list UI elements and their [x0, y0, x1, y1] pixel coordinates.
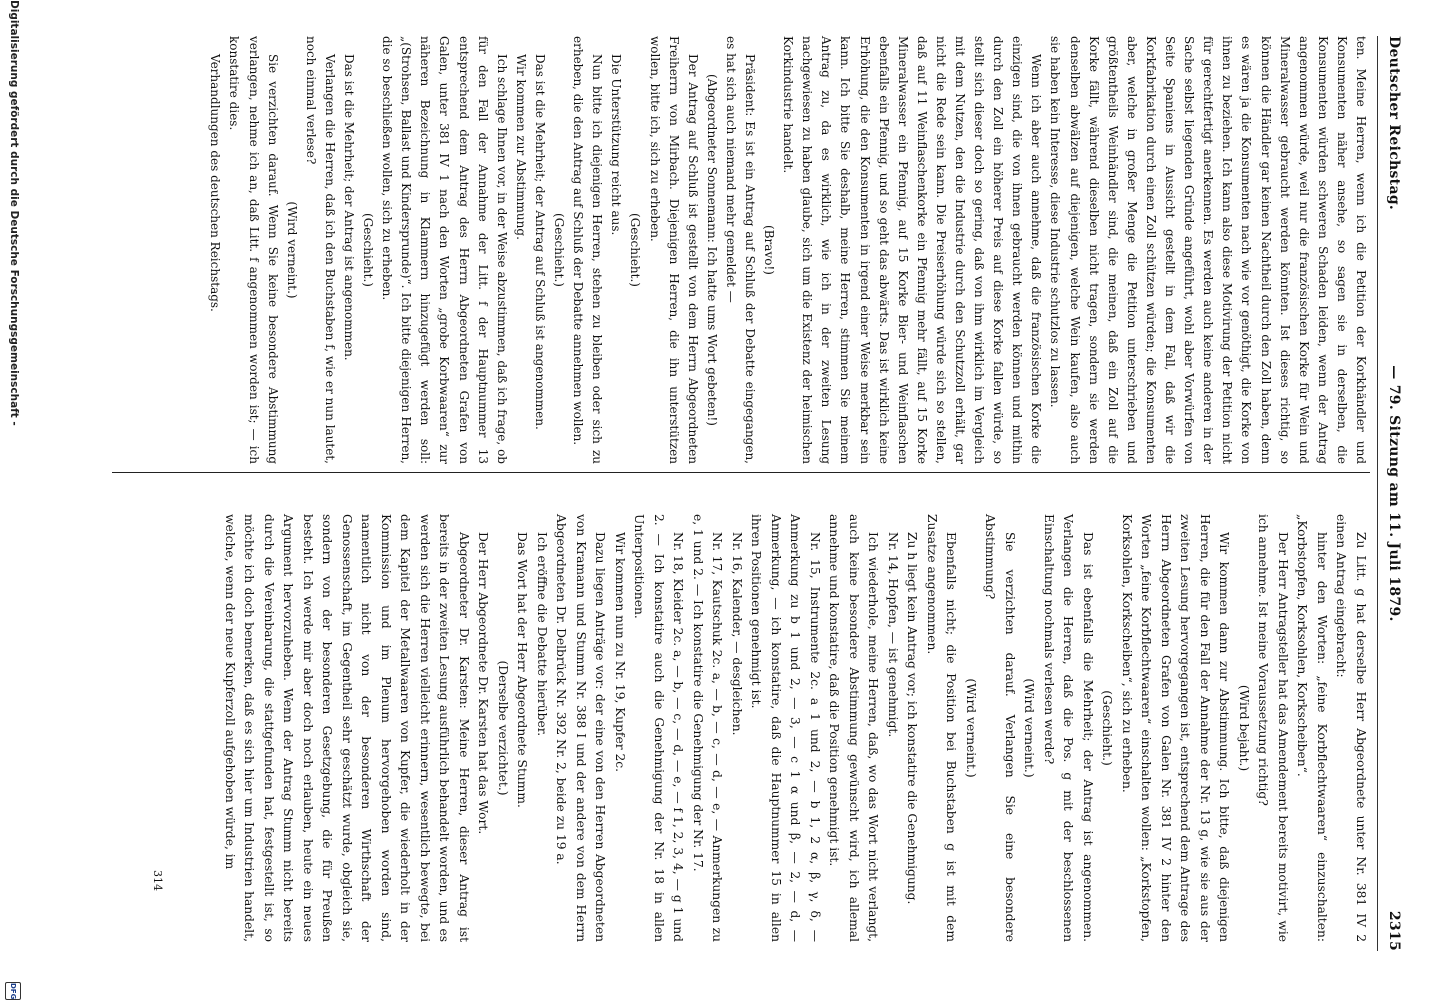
paragraph: Sie verzichten darauf. Verlangen Sie eine besondere Abstimmung? — [983, 514, 1017, 942]
paragraph: Abgeordneter Dr. Karsten: Meine Herren, dieser Antrag ist bereits in der zweiten Lesung ausführlich behandelt worden, und es werden sich die Herren vielleicht erinnern, wesentlich bewegte, bei dem Kapitel der Metallwaaren von Kupfer, die wiederholt in der Kommission und im Plenum hervorgehoben worden sind, namentlich nicht von der besonderen Wirthschaft der Genossenschaft, im Gegentheil sehr geschätzt wurde, obgleich sie, sondern von der besonderen Gesetzgebung, die für Preußen besteht. Ich werde mir aber doch noch erlauben, heute ein neues Argument hervorzuheben. Wenn der Antrag Stumm nicht bereits durch die Vereinbarung, die stattgefunden hat, festgestellt ist, so möchte ich doch bemerken, daß es sich hier um Industrien handelt, welche, wenn der neue Kupferzoll aufgehoben würde, im — [223, 514, 471, 942]
paragraph: (Wird verneint.) — [284, 201, 299, 299]
paragraph: Nr. 17, Kautschuk 2c. a, — b, — c, — d, — e, — Anmerkungen zu e, 1 und 2. — Ich konstatire die Genehmigung der Nr. 17. — [691, 514, 725, 942]
header-rule — [1377, 36, 1378, 951]
paragraph: Nr. 15, Instrumente 2c. a 1 und 2, — b 1, 2 α, β, γ, δ, — Anmerkung zu b 1 und 2, — 3, — c 1 α und β, — 2, — d, — Anmerkung, — ich konstatire, daß die Hauptnummer 15 in allen ihren Positionen genehmigt ist. — [749, 514, 822, 942]
paragraph: Der Antrag auf Schluß ist gestellt von dem Herrn Abgeordneten Freiherrn von Mirbach. Diejenigen Herren, die ihn unterstützen wollen, bitte ich, sich zu erheben. — [647, 36, 700, 464]
paragraph: hinter den Worten: „feine Korbflechtwaaren“ einzuschalten: „Korbstopfen, Korksohlen, Korkscheiben“. — [1295, 514, 1329, 942]
paragraph: (Geschieht.) — [628, 213, 643, 287]
paragraph: Präsident: Es ist ein Antrag auf Schluß der Debatte eingegangen, es hat sich auch niemand mehr gemeldet — — [723, 36, 757, 464]
paragraph: Zu Litt. g hat derselbe Herr Abgeordnete unter Nr. 381 IV 2 einen Antrag eingebracht: — [1334, 514, 1368, 942]
paragraph: Nr. 16, Kalender, — desgleichen. — [730, 532, 744, 736]
paragraph: Nr. 18, Kleider 2c. a, — b, — c, — d, — e, — f 1, 2, 3, 4, — g 1 und 2. — Ich konstatire auch die Genehmigung der Nr. 18 in allen Unterpositionen. — [632, 514, 686, 942]
paragraph: Der Herr Antragsteller hat das Amendement bereits motivirt, wie ich annehme. Ist meine Voraussetzung richtig? — [1256, 514, 1290, 942]
right-column — [220, 514, 1371, 942]
paragraph: (Geschieht.) — [1100, 690, 1115, 766]
paragraph: (Wird verneint.) — [1022, 678, 1037, 778]
paragraph: (Geschieht.) — [361, 213, 376, 287]
paragraph: (Wird bejaht.) — [1237, 684, 1251, 772]
paragraph: (Abgeordneter Sonnemann: Ich hatte ums Wort gebeten!) — [704, 74, 719, 426]
header-title: Deutscher Reichstag. — [1386, 36, 1402, 211]
paragraph: (Wird verneint.) — [964, 678, 978, 778]
digitization-note — [4, 0, 22, 1000]
paragraph: Wir kommen nun zu Nr. 19, Kupfer 2c. — [613, 532, 627, 772]
paragraph: Nun bitte ich diejenigen Herren, stehen zu bleiben oder sich zu erheben, die den Antrag auf Schluß der Debatte annehmen wollen. — [571, 36, 605, 464]
paragraph: (Geschieht.) — [552, 213, 567, 287]
paragraph: Ich schlage Ihnen vor, in der Weise abzustimmen, daß ich frage, ob für den Fall der Annahme der Litt. f der Hauptnummer 13 entsprechend dem Antrag des Herrn Abgeordneten Grafen von Galen, unter 381 IV 1 nach den Worten „grobe Korbwaaren“ zur näheren Bezeichnung in Klammern hinzugefügt werden soll: „(Strohsen, Ballast und Kindersprunde)“. Ich bitte diejenigen Herren, die so beschließen wollen, sich zu erheben. — [380, 36, 509, 464]
paragraph: Zu h liegt kein Antrag vor; ich konstatire die Genehmigung. — [905, 532, 920, 905]
paragraph: Verhandlungen des deutschen Reichstags. — [208, 54, 223, 312]
page-number: 314 — [151, 870, 164, 891]
paragraph: Das ist ebenfalls die Mehrheit; der Antrag ist angenommen. Verlangen die Herren, daß die Pos. g mit der beschlossenen Einschaltung nochmals verlesen werde? — [1042, 514, 1095, 942]
paragraph: Das ist die Mehrheit; der Antrag auf Schluß ist angenommen. — [532, 54, 547, 430]
header-session: — 79. Sitzung am 11. Juli 1879. — [1386, 365, 1402, 622]
paragraph: Nr. 14, Hopfen, — ist genehmigt. — [886, 532, 900, 738]
paragraph: Wenn ich aber auch annehme, daß die französischen Korke die einzigen sind, die von ihnen gebraucht werden können und mithin durch den Zoll ein höherer Preis auf diese Korke fallen würde, so stellt sich dieser doch so gering, daß von ihm wirklich im Vergleich mit dem Nutzen, den die Industrie durch den Schutzzoll erhält, gar nicht die Rede sein kann. Die Preiserhöhung würde sich so stellen, daß auf 11 Weinflaschenkorke ein Pfennig mehr fällt, auf 15 Korke Mineralwasser ein Pfennig, auf 15 Korke Bier- und Weinflaschen ebenfalls ein Pfennig, und so geht das abwärts. Das ist wirklich keine Erhöhung, die den Konsumenten in irgend einer Weise merkbar sein kann. Ich bitte Sie deshalb, meine Herren, stimmen Sie meinem Antrag zu, da es wirklich, wie ich in der zweiten Lesung nachgewiesen zu haben glaube, sich um die Existenz der heimischen Korkindustrie handelt. — [781, 36, 1044, 464]
paragraph: Der Herr Abgeordnete Dr. Karsten hat das Wort. — [476, 532, 491, 835]
paragraph: Verlangen die Herren, daß ich den Buchstaben f, wie er nun lautet, noch einmal verlese? — [303, 36, 337, 464]
paragraph: Ich eröffne die Debatte hierüber. — [535, 532, 549, 737]
digitization-text: Digitalisierung gefördert durch die Deutsche Forschungsgemeinschaft - — [8, 0, 20, 426]
paragraph: Ich wiederhole, meine Herren, daß, wo das Wort nicht verlangt, auch keine besondere Abstimmung gewünscht wird, ich allemal annehme und konstatire, daß die Position genehmigt ist. — [827, 514, 881, 942]
paragraph: Die Unterstützung reicht aus. — [609, 54, 624, 236]
paragraph: (Derselbe verzichtet.) — [496, 660, 510, 796]
page-header — [1380, 36, 1404, 951]
header-page-number: 2315 — [1386, 910, 1402, 951]
paragraph: ten. Meine Herren, wenn ich die Petition der Korkhändler und Konsumenten näher ansehe, so sagen sie in derselben, die Konsumenten würden schweren Schaden leiden, wenn der Antrag angenommen würde, weil nur die französischen Korke für Wein und Mineralwasser gebraucht werden könnten. Ist dieses richtig, so können die Händler gar keinen Nachtheil durch den Zoll haben, denn es wären ja die Konsumenten nach wie vor genöthigt, die Korke von ihnen zu beziehen. Ich kann also diese Motivirung der Petition nicht für gerechtfertigt anerkennen. Es werden auch keine anderen in der Sache selbst liegenden Gründe angeführt, wohl aber Vorwürfen von Seite Spaniens in Aussicht gestellt in dem Fall, daß wir die Korkfabrikation durch einen Zoll schützen würden; die Konsumenten aber, welche in großer Menge die Petition unterschrieben und größtentheils Weinhändler sind, die meinen, daß ein Zoll auf die Korke fällt, während dieselben nicht tragen, sondern sie werden denselben abwälzen auf diejenigen, welche Wein kaufen, also auch sie haben kein Interesse, diese Industrie schutzlos zu lassen. — [1048, 36, 1368, 464]
paragraph: (Bravo!) — [762, 225, 777, 275]
paragraph: Ebenfalls nicht; die Position bei Buchstaben g ist mit dem Zusatze angenommen. — [925, 514, 959, 942]
paragraph: Sie verzichten darauf. Wenn Sie keine besondere Abstimmung verlangen, nehme ich an, daß Litt. f angenommen worden ist; — ich konstatire dies. — [227, 36, 280, 464]
paragraph: Das ist die Mehrheit; der Antrag ist angenommen. — [342, 54, 357, 361]
dfg-logo-icon: DFG — [5, 982, 21, 1000]
paragraph: Das Wort hat der Herr Abgeordnete Stumm. — [515, 532, 530, 808]
paragraph: Wir kommen zur Abstimmung. — [513, 54, 528, 240]
paragraph: Dazu liegen Anträge vor: der eine von den Herren Abgeordneten von Kramann und Stumm Nr. 388 I und der andere von dem Herrn Abgeordneten Dr. Delbrück Nr. 392 Nr. 2, beide zu 19 a. — [554, 514, 608, 942]
left-column — [205, 36, 1370, 464]
column-divider — [112, 472, 1370, 473]
paragraph: Wir kommen dann zur Abstimmung. Ich bitte, daß diejenigen Herren, die für den Fall der Annahme der Nr. 13 g, wie sie aus der zweiten Lesung hervorgegangen ist, entsprechend dem Antrage des Herrn Abgeordneten Grafen von Galen Nr. 381 IV 2 hinter den Worten „feine Korbflechtwaaren“ einschalten wollen: „Korkstopfen, Korksohlen, Korkscheiben“, sich zu erheben. — [1120, 514, 1232, 942]
